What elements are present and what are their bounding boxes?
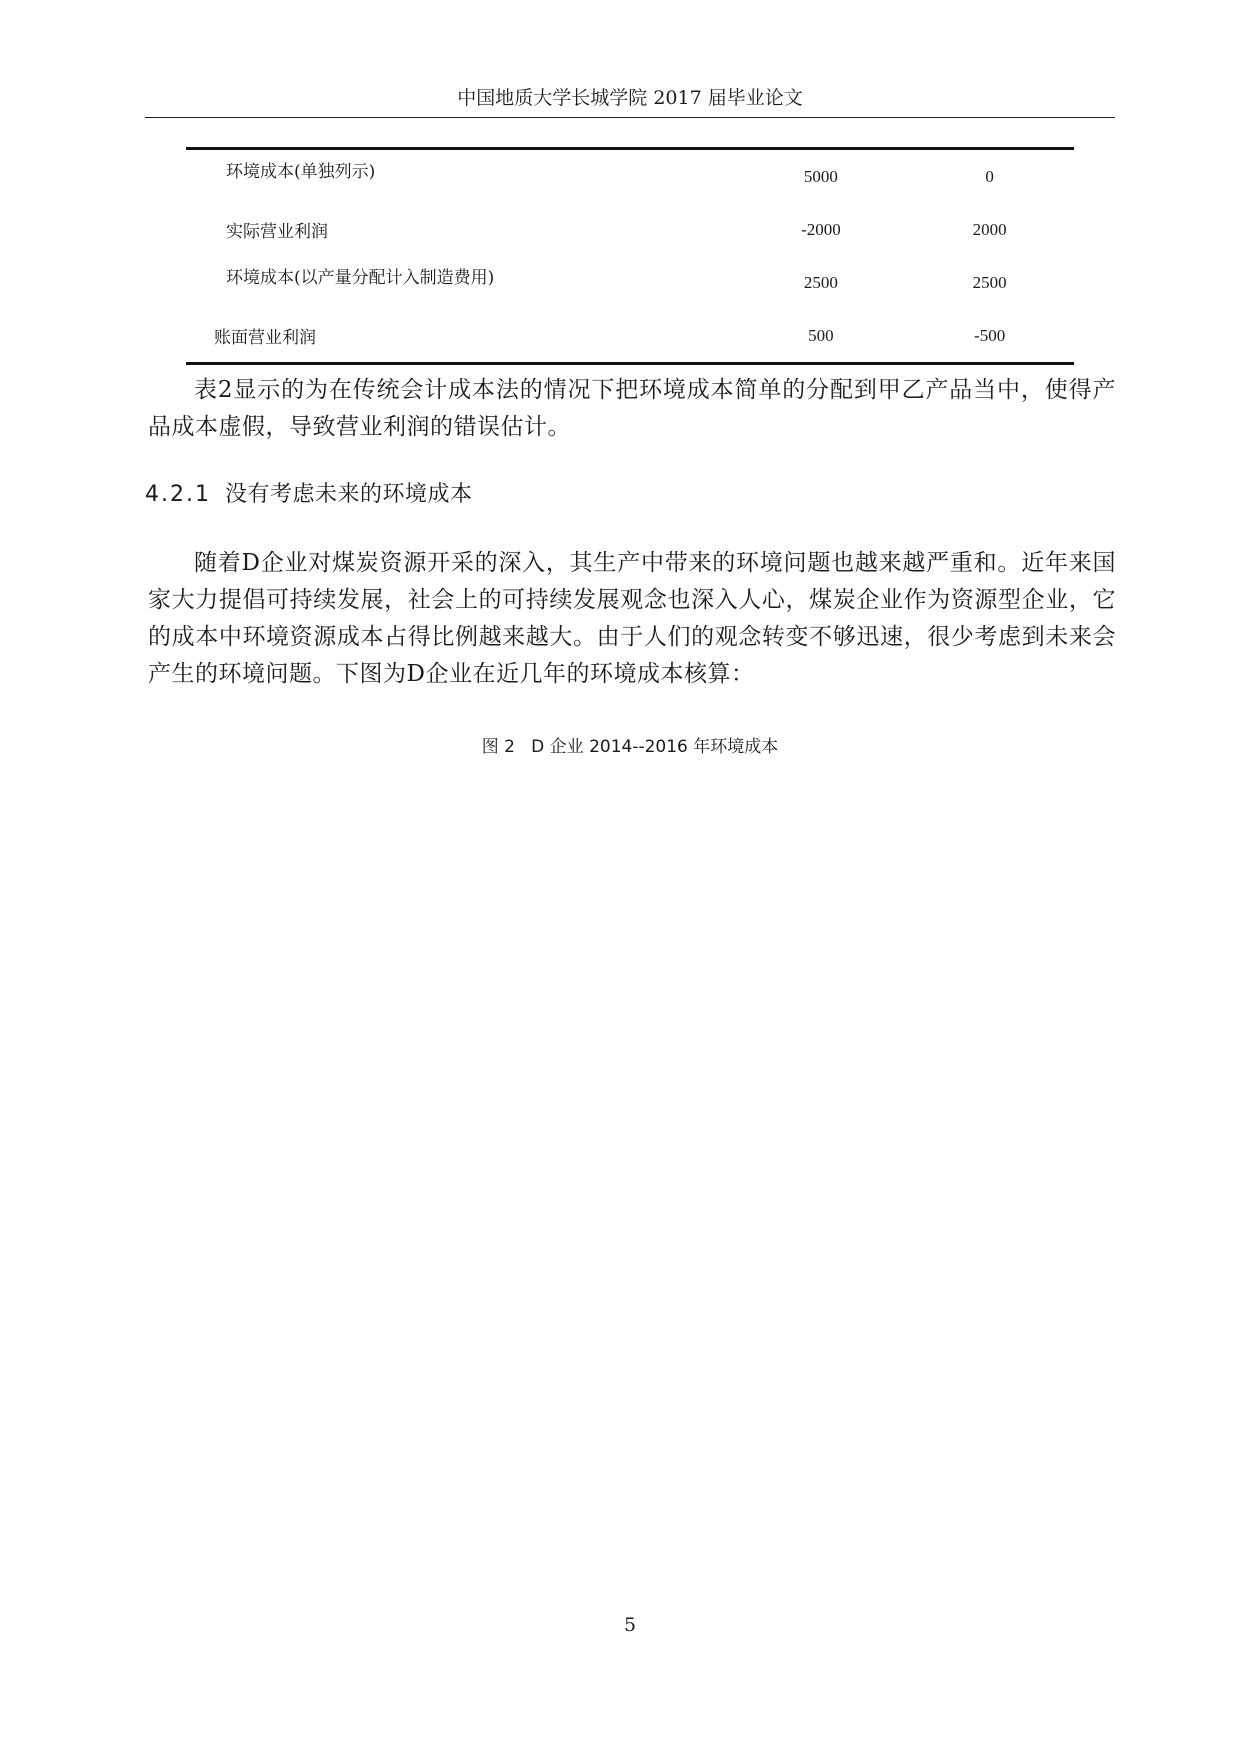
table-row — [186, 309, 1074, 364]
row-label: 账面营业利润 — [214, 328, 316, 348]
profit-comparison-table-container — [186, 147, 1074, 365]
page-number: 5 — [623, 1614, 637, 1636]
table-row — [186, 149, 1074, 204]
table-cell-label — [186, 203, 737, 256]
table-cell-value: 500 — [808, 325, 834, 345]
body-paragraph: 随着D企业对煤炭资源开采的深入，其生产中带来的环境问题也越来越严重和。近年来国家大力提倡可持续发展，社会上的可持续发展观念也深入人心，煤炭企业作为资源型企业，它的成本中环境资源成本占得比例越来越大。由于人们的观念转变不够迅速，很少考虑到未来会产生的环境问题。下图为D企业在近几年的环境成本核算： — [148, 550, 1116, 687]
section-title: 没有考虑未来的环境成本 — [224, 482, 473, 507]
profit-comparison-table — [186, 147, 1074, 365]
table-cell-value: -2000 — [801, 219, 841, 239]
section-heading — [145, 480, 473, 510]
table-cell-value: 2000 — [972, 219, 1007, 239]
table-cell-label — [186, 256, 737, 309]
figure-placeholder — [145, 770, 1115, 1550]
page-header: 中国地质大学长城学院 2017 届毕业论文 — [457, 87, 803, 109]
table-cell-value: -500 — [974, 325, 1006, 345]
table-cell-value: 2500 — [972, 272, 1007, 292]
table-cell-value: 5000 — [803, 166, 838, 186]
table-cell-label — [186, 309, 737, 364]
table-cell-label — [186, 149, 737, 204]
table-cell-value: 0 — [985, 166, 994, 186]
row-label: 环境成本(以产量分配计入制造费用) — [226, 268, 495, 288]
figure-caption: 图 2 D 企业 2014--2016 年环境成本 — [481, 737, 779, 757]
row-label: 实际营业利润 — [226, 222, 328, 242]
header-rule — [145, 117, 1115, 118]
table-cell-value: 2500 — [803, 272, 838, 292]
table-row — [186, 256, 1074, 309]
section-number: 4.2.1 — [145, 482, 211, 507]
row-label: 环境成本(单独列示) — [226, 162, 376, 182]
body-paragraph: 表2显示的为在传统会计成本法的情况下把环境成本简单的分配到甲乙产品当中，使得产品成本虚假，导致营业利润的错误估计。 — [148, 377, 1116, 440]
table-row — [186, 203, 1074, 256]
